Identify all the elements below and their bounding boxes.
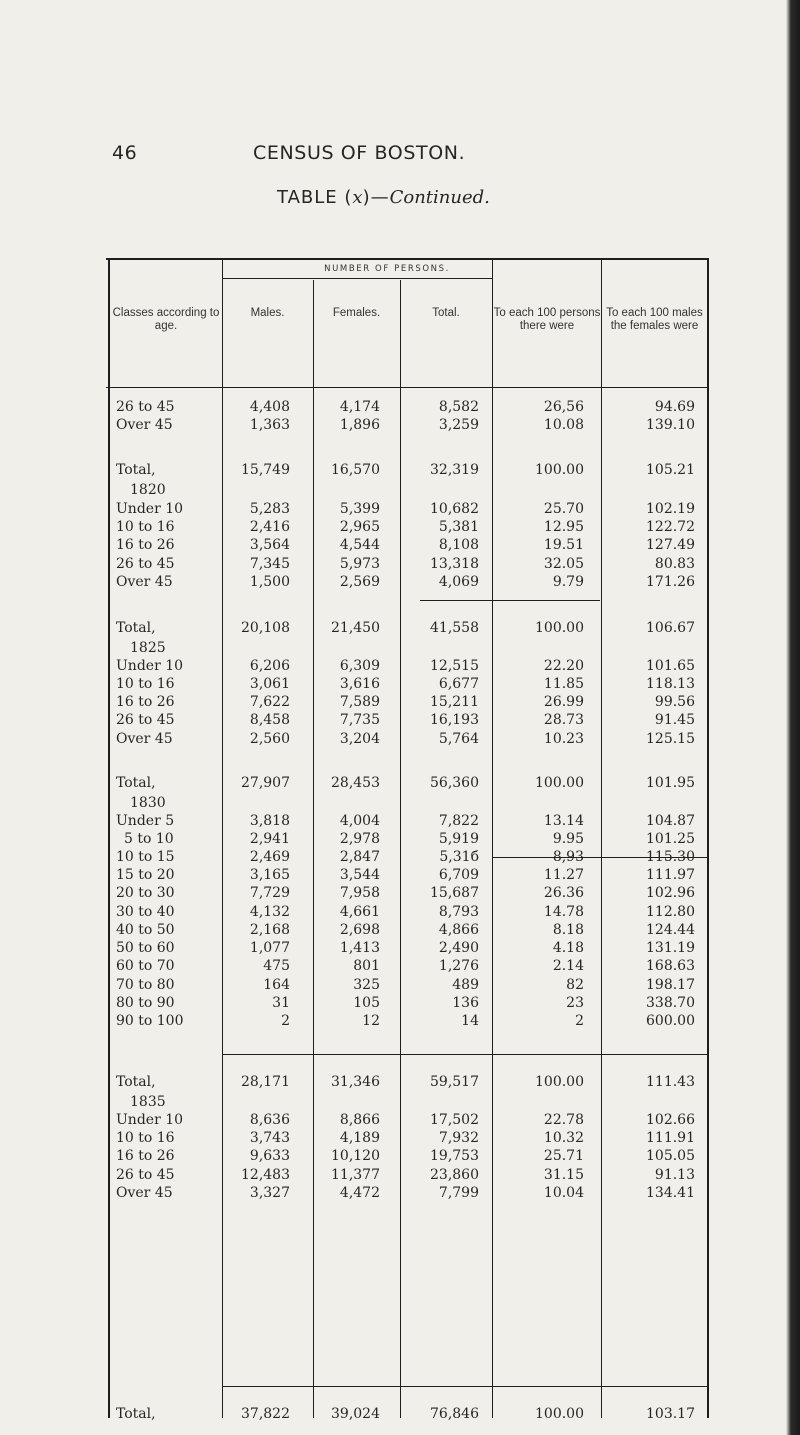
total-rule-4 — [222, 1386, 707, 1387]
cell-per-hundred: 100.00 — [535, 620, 584, 636]
cell-females: 5,399 — [339, 501, 380, 517]
cell-females: 105 — [353, 995, 380, 1011]
cell-total: 76,846 — [430, 1406, 479, 1422]
cell-total: 7,822 — [438, 813, 479, 829]
cell-age-class: 10 to 16 — [116, 519, 175, 535]
cell-total: 16,193 — [430, 712, 479, 728]
cell-females: 16,570 — [331, 462, 380, 478]
cell-age-class: 26 to 45 — [116, 1167, 175, 1183]
cell-females: 7,735 — [339, 712, 380, 728]
cell-females-per-100-males: 91.45 — [654, 712, 695, 728]
cell-females: 28,453 — [331, 775, 380, 791]
cell-age-class: 30 to 40 — [116, 904, 175, 920]
cell-males: 2,560 — [249, 731, 290, 747]
cell-males: 12,483 — [241, 1167, 290, 1183]
cell-males: 37,822 — [241, 1406, 290, 1422]
cell-age-class: 15 to 20 — [116, 867, 175, 883]
cell-females-per-100-males: 168.63 — [646, 958, 695, 974]
cell-total: 3,259 — [438, 417, 479, 433]
cell-females-per-100-males: 101.65 — [646, 658, 695, 674]
cell-females: 7,589 — [339, 694, 380, 710]
cell-females: 39,024 — [331, 1406, 380, 1422]
cell-total: 8,108 — [438, 537, 479, 553]
table-top-rule — [106, 258, 709, 260]
cell-age-class: 26 to 45 — [116, 712, 175, 728]
cell-age-class: 10 to 16 — [116, 676, 175, 692]
cell-age-class: Total, — [116, 462, 156, 478]
cell-per-hundred: 8.18 — [552, 922, 584, 938]
cell-males: 3,061 — [249, 676, 290, 692]
cell-total: 17,502 — [430, 1112, 479, 1128]
cell-males: 3,327 — [249, 1185, 290, 1201]
cell-females-per-100-males: 111.43 — [646, 1074, 695, 1090]
cell-age-class: 50 to 60 — [116, 940, 175, 956]
cell-total: 10,682 — [430, 501, 479, 517]
cell-females-per-100-males: 134.41 — [646, 1185, 695, 1201]
cell-total: 5,31б — [439, 849, 479, 865]
cell-per-hundred: 11.27 — [543, 867, 584, 883]
cell-age-class: Under 5 — [116, 813, 175, 829]
cell-males: 164 — [263, 977, 290, 993]
cell-males: 1,077 — [249, 940, 290, 956]
cell-total: 19,753 — [430, 1148, 479, 1164]
rule-right — [707, 258, 709, 1418]
cell-males: 7,729 — [249, 885, 290, 901]
span-head-rule — [222, 278, 492, 279]
cell-age-class: 16 to 26 — [116, 537, 175, 553]
cell-per-hundred: 25.71 — [543, 1148, 584, 1164]
cell-age-class: 10 to 16 — [116, 1130, 175, 1146]
total-rule-1 — [420, 600, 600, 601]
cell-females-per-100-males: 131.19 — [646, 940, 695, 956]
cell-total: 5,919 — [438, 831, 479, 847]
cell-females: 4,472 — [339, 1185, 380, 1201]
cell-total: 15,211 — [430, 694, 479, 710]
cell-per-hundred: 13.14 — [543, 813, 584, 829]
cell-per-hundred: 23 — [566, 995, 584, 1011]
cell-age-class: Total, — [116, 1074, 156, 1090]
cell-males: 3,743 — [249, 1130, 290, 1146]
cell-males: 3,818 — [249, 813, 290, 829]
cell-age-class: 20 to 30 — [116, 885, 175, 901]
cell-females-per-100-males: 111.91 — [646, 1130, 695, 1146]
cell-total: 6,709 — [438, 867, 479, 883]
cell-females-per-100-males: 115.30 — [646, 849, 695, 865]
cell-total: 41,558 — [430, 620, 479, 636]
cell-females-per-100-males: 80.83 — [654, 556, 695, 572]
cell-age-class: 5 to 10 — [124, 831, 174, 847]
cell-females: 2,965 — [339, 519, 380, 535]
cell-females-per-100-males: 111.97 — [646, 867, 695, 883]
cell-per-hundred: 26,56 — [543, 399, 584, 415]
header-bottom-rule — [106, 387, 709, 388]
cell-total: 8,582 — [438, 399, 479, 415]
cell-age-class: Total, — [116, 620, 156, 636]
cell-age-class: 16 to 26 — [116, 1148, 175, 1164]
cell-females-per-100-males: 106.67 — [646, 620, 695, 636]
cell-total: 14 — [461, 1013, 479, 1029]
cell-females-per-100-males: 91.13 — [654, 1167, 695, 1183]
cell-age-class: 40 to 50 — [116, 922, 175, 938]
cell-females-per-100-males: 125.15 — [646, 731, 695, 747]
cell-females-per-100-males: 94.69 — [654, 399, 695, 415]
cell-total: 56,360 — [430, 775, 479, 791]
cell-males: 6,206 — [249, 658, 290, 674]
cell-per-hundred: 19.51 — [543, 537, 584, 553]
cell-males: 20,108 — [241, 620, 290, 636]
cell-males: 15,749 — [241, 462, 290, 478]
cell-males: 1,500 — [249, 574, 290, 590]
cell-per-hundred: 9.79 — [552, 574, 584, 590]
cell-females: 2,978 — [339, 831, 380, 847]
cell-total: 6,677 — [438, 676, 479, 692]
cell-males: 2,469 — [249, 849, 290, 865]
cell-males: 28,171 — [241, 1074, 290, 1090]
cell-males: 3,165 — [249, 867, 290, 883]
cell-total: 5,381 — [438, 519, 479, 535]
cell-total: 15,687 — [430, 885, 479, 901]
cell-per-hundred: 26.36 — [543, 885, 584, 901]
cell-total: 32,319 — [430, 462, 479, 478]
cell-males: 31 — [272, 995, 290, 1011]
cell-females-per-100-males: 102.96 — [646, 885, 695, 901]
cell-females: 4,189 — [339, 1130, 380, 1146]
cell-age-class: Over 45 — [116, 417, 173, 433]
cell-females-per-100-males: 139.10 — [646, 417, 695, 433]
cell-age-class: 70 to 80 — [116, 977, 175, 993]
cell-per-hundred: 14.78 — [543, 904, 584, 920]
cell-males: 8,636 — [249, 1112, 290, 1128]
cell-females: 7,958 — [339, 885, 380, 901]
cell-females: 10,120 — [331, 1148, 380, 1164]
cell-females: 1,896 — [339, 417, 380, 433]
col-head-total: Total. — [432, 307, 460, 319]
cell-females-per-100-males: 102.19 — [646, 501, 695, 517]
cell-per-hundred: 11.85 — [543, 676, 584, 692]
cell-females-per-100-males: 99.56 — [654, 694, 695, 710]
cell-females-per-100-males: 127.49 — [646, 537, 695, 553]
cell-total: 1,276 — [438, 958, 479, 974]
cell-per-hundred: 12.95 — [543, 519, 584, 535]
number-of-persons-header: NUMBER OF PERSONS. — [324, 264, 450, 274]
cell-females: 5,973 — [339, 556, 380, 572]
cell-total: 136 — [452, 995, 479, 1011]
cell-age-class: Over 45 — [116, 731, 173, 747]
cell-age-class: Under 10 — [116, 501, 184, 517]
cell-females: 325 — [353, 977, 380, 993]
running-head: CENSUS OF BOSTON. — [253, 142, 466, 164]
cell-total: 4,069 — [438, 574, 479, 590]
cell-per-hundred: 8,93 — [552, 849, 584, 865]
cell-age-class: Over 45 — [116, 574, 173, 590]
cell-females: 12 — [362, 1013, 380, 1029]
table-title-x: x — [352, 187, 363, 208]
col-head-males: Males. — [250, 307, 285, 319]
cell-females: 4,661 — [339, 904, 380, 920]
col-head-classes: Classes according to age. — [112, 307, 220, 332]
table-title-main: TABLE ( — [277, 187, 353, 208]
cell-males: 1,363 — [249, 417, 290, 433]
cell-per-hundred: 28.73 — [543, 712, 584, 728]
cell-age-class: 1830 — [130, 795, 166, 811]
cell-total: 13,318 — [430, 556, 479, 572]
col-head-per-hundred: To each 100 persons there were — [493, 307, 601, 332]
cell-total: 5,764 — [438, 731, 479, 747]
cell-females-per-100-males: 198.17 — [646, 977, 695, 993]
cell-per-hundred: 25.70 — [543, 501, 584, 517]
cell-age-class: 90 to 100 — [116, 1013, 184, 1029]
cell-age-class: 80 to 90 — [116, 995, 175, 1011]
cell-males: 2,416 — [249, 519, 290, 535]
cell-females: 11,377 — [331, 1167, 380, 1183]
cell-per-hundred: 22.78 — [543, 1112, 584, 1128]
cell-females-per-100-males: 105.05 — [646, 1148, 695, 1164]
cell-age-class: 10 to 15 — [116, 849, 175, 865]
cell-females-per-100-males: 112.80 — [646, 904, 695, 920]
cell-females: 4,004 — [339, 813, 380, 829]
cell-males: 8,458 — [249, 712, 290, 728]
cell-per-hundred: 10.04 — [543, 1185, 584, 1201]
cell-total: 59,517 — [430, 1074, 479, 1090]
cell-females-per-100-males: 122.72 — [646, 519, 695, 535]
cell-females-per-100-males: 104.87 — [646, 813, 695, 829]
cell-females: 3,204 — [339, 731, 380, 747]
cell-age-class: 1835 — [130, 1094, 166, 1110]
page-number: 46 — [112, 142, 138, 164]
cell-per-hundred: 9.95 — [552, 831, 584, 847]
table-title-continued: Continued. — [389, 187, 490, 208]
cell-total: 7,799 — [438, 1185, 479, 1201]
cell-per-hundred: 22.20 — [543, 658, 584, 674]
cell-males: 7,345 — [249, 556, 290, 572]
cell-age-class: 1825 — [130, 640, 166, 656]
cell-females-per-100-males: 171.26 — [646, 574, 695, 590]
cell-females-per-100-males: 118.13 — [646, 676, 695, 692]
cell-females: 801 — [353, 958, 380, 974]
cell-males: 2,168 — [249, 922, 290, 938]
cell-males: 475 — [263, 958, 290, 974]
cell-per-hundred: 82 — [566, 977, 584, 993]
cell-females-per-100-males: 101.95 — [646, 775, 695, 791]
cell-per-hundred: 2 — [575, 1013, 584, 1029]
cell-males: 7,622 — [249, 694, 290, 710]
cell-females: 4,174 — [339, 399, 380, 415]
cell-males: 4,132 — [249, 904, 290, 920]
cell-per-hundred: 100.00 — [535, 1406, 584, 1422]
cell-males: 2 — [281, 1013, 290, 1029]
col-head-females: Females. — [332, 307, 381, 319]
cell-females-per-100-males: 124.44 — [646, 922, 695, 938]
cell-per-hundred: 100.00 — [535, 1074, 584, 1090]
cell-males: 3,564 — [249, 537, 290, 553]
cell-age-class: 60 to 70 — [116, 958, 175, 974]
cell-per-hundred: 10.08 — [543, 417, 584, 433]
cell-per-hundred: 10.23 — [543, 731, 584, 747]
cell-age-class: Over 45 — [116, 1185, 173, 1201]
cell-per-hundred: 10.32 — [543, 1130, 584, 1146]
cell-males: 4,408 — [249, 399, 290, 415]
rule-left — [108, 258, 110, 1418]
cell-females: 3,616 — [339, 676, 380, 692]
cell-total: 2,490 — [438, 940, 479, 956]
cell-females-per-100-males: 338.70 — [646, 995, 695, 1011]
cell-females: 2,569 — [339, 574, 380, 590]
cell-males: 2,941 — [249, 831, 290, 847]
cell-females: 31,346 — [331, 1074, 380, 1090]
cell-females: 6,309 — [339, 658, 380, 674]
total-rule-3 — [222, 1054, 707, 1055]
cell-females-per-100-males: 101.25 — [646, 831, 695, 847]
cell-age-class: Under 10 — [116, 1112, 184, 1128]
cell-females: 3,544 — [339, 867, 380, 883]
cell-females: 8,866 — [339, 1112, 380, 1128]
cell-per-hundred: 4.18 — [552, 940, 584, 956]
cell-total: 8,793 — [438, 904, 479, 920]
cell-males: 27,907 — [241, 775, 290, 791]
cell-females-per-100-males: 105.21 — [646, 462, 695, 478]
cell-males: 9,633 — [249, 1148, 290, 1164]
cell-per-hundred: 31.15 — [543, 1167, 584, 1183]
table-title-rest: )— — [362, 187, 390, 208]
col-head-females-per-males: To each 100 males the females were — [606, 307, 703, 332]
cell-per-hundred: 26.99 — [543, 694, 584, 710]
cell-females: 2,847 — [339, 849, 380, 865]
cell-total: 489 — [452, 977, 479, 993]
cell-females-per-100-males: 102.66 — [646, 1112, 695, 1128]
cell-females: 2,698 — [339, 922, 380, 938]
cell-females: 4,544 — [339, 537, 380, 553]
cell-females-per-100-males: 103.17 — [646, 1406, 695, 1422]
cell-per-hundred: 2.14 — [552, 958, 584, 974]
cell-age-class: 16 to 26 — [116, 694, 175, 710]
cell-per-hundred: 32.05 — [543, 556, 584, 572]
cell-age-class: Total, — [116, 1406, 156, 1422]
cell-total: 23,860 — [430, 1167, 479, 1183]
cell-females: 21,450 — [331, 620, 380, 636]
cell-total: 4,866 — [438, 922, 479, 938]
cell-females-per-100-males: 600.00 — [646, 1013, 695, 1029]
cell-per-hundred: 100.00 — [535, 775, 584, 791]
cell-females: 1,413 — [339, 940, 380, 956]
cell-age-class: 26 to 45 — [116, 399, 175, 415]
cell-age-class: Total, — [116, 775, 156, 791]
cell-total: 12,515 — [430, 658, 479, 674]
cell-per-hundred: 100.00 — [535, 462, 584, 478]
cell-males: 5,283 — [249, 501, 290, 517]
cell-total: 7,932 — [438, 1130, 479, 1146]
cell-age-class: 1820 — [130, 482, 166, 498]
cell-age-class: 26 to 45 — [116, 556, 175, 572]
cell-age-class: Under 10 — [116, 658, 184, 674]
